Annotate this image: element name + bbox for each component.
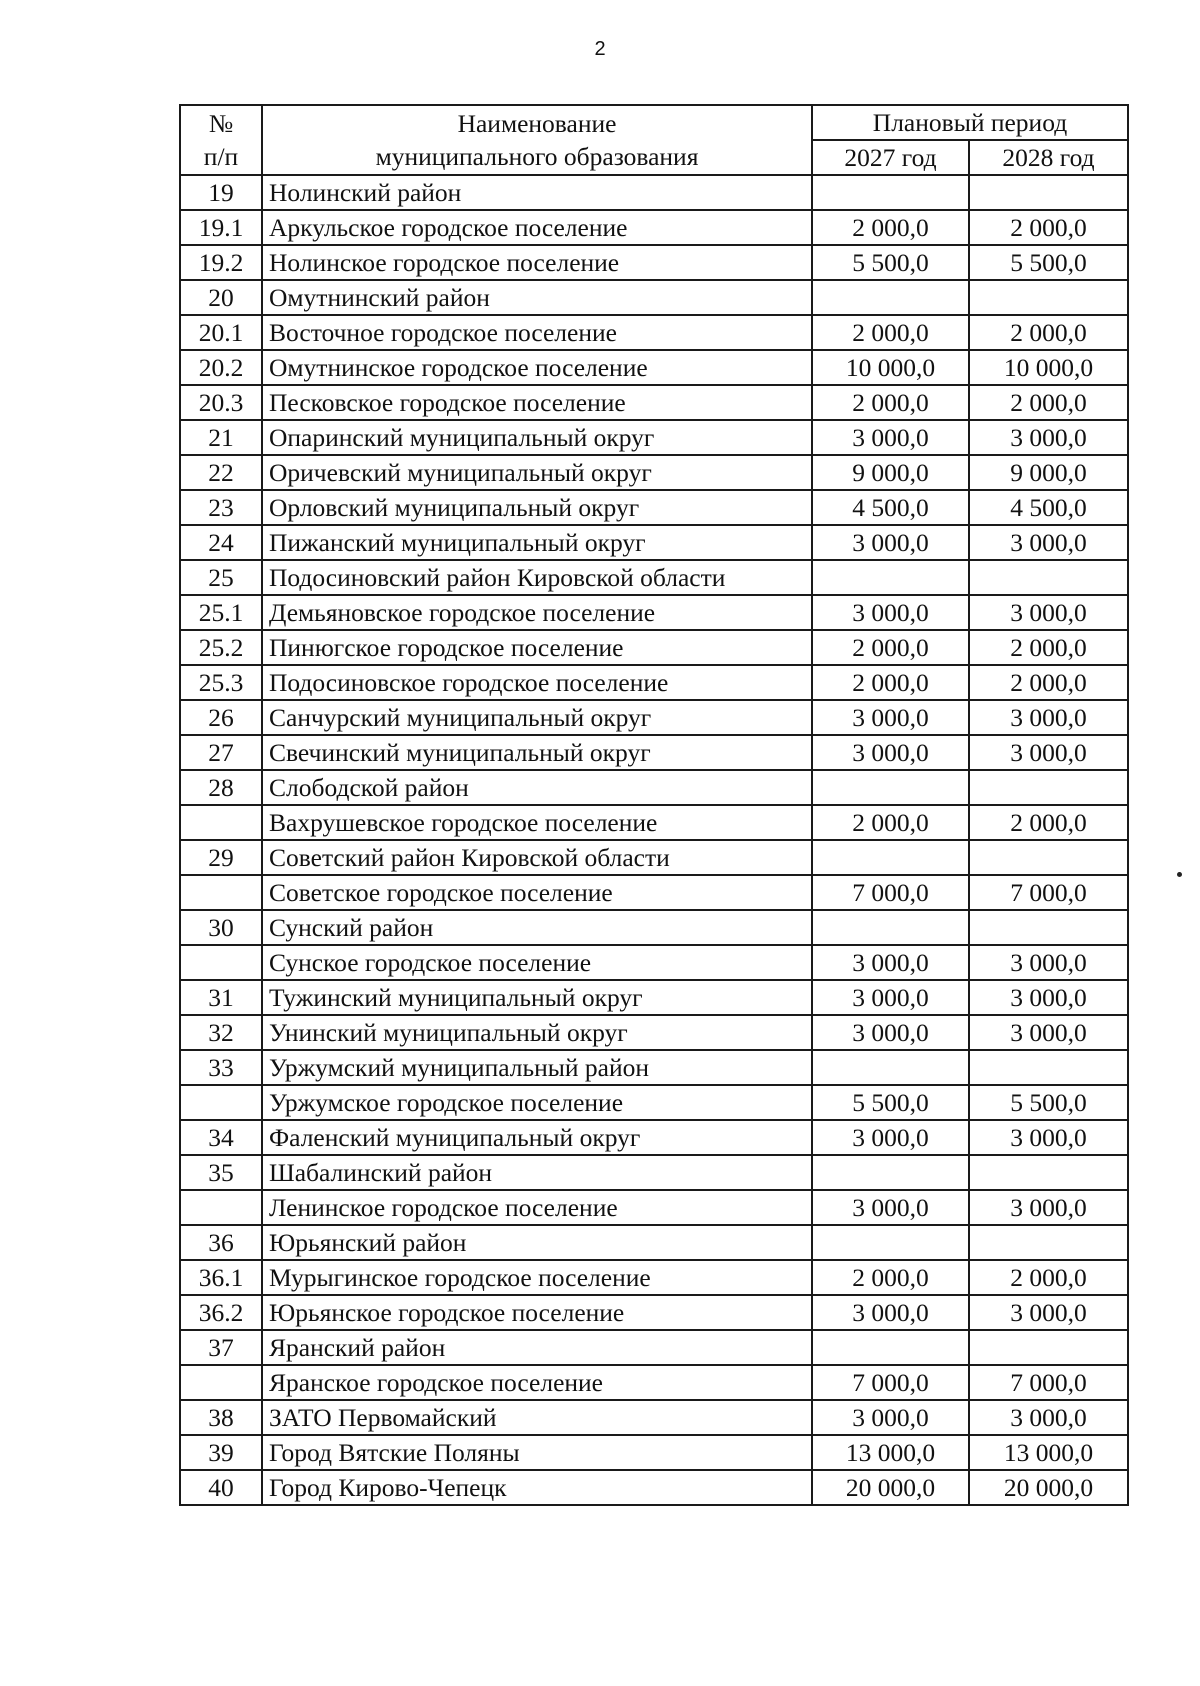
table-row xyxy=(180,875,1128,910)
table-row xyxy=(180,1470,1128,1505)
row-name: Вахрушевское городское поселение xyxy=(262,805,812,840)
row-name: Омутнинское городское поселение xyxy=(262,350,812,385)
header-name-line2: муниципального образования xyxy=(375,142,699,172)
row-value-2027: 3 000,0 xyxy=(812,1190,969,1225)
table-row xyxy=(180,910,1128,945)
row-number: 26 xyxy=(180,700,262,735)
row-value-2027: 3 000,0 xyxy=(812,525,969,560)
row-name: Фаленский муниципальный округ xyxy=(262,1120,812,1155)
row-value-2028: 3 000,0 xyxy=(969,420,1128,455)
table-row xyxy=(180,315,1128,350)
row-value-2028: 3 000,0 xyxy=(969,980,1128,1015)
table-row xyxy=(180,1050,1128,1085)
row-value-2027: 20 000,0 xyxy=(812,1470,969,1505)
row-value-2028: 2 000,0 xyxy=(969,385,1128,420)
row-value-2028: 3 000,0 xyxy=(969,1400,1128,1435)
row-value-2027 xyxy=(812,175,969,210)
row-number: 20.2 xyxy=(180,350,262,385)
table-body xyxy=(180,175,1128,1505)
row-value-2027: 3 000,0 xyxy=(812,1015,969,1050)
row-value-2028: 9 000,0 xyxy=(969,455,1128,490)
row-number: 19.1 xyxy=(180,210,262,245)
table-row xyxy=(180,945,1128,980)
row-name: Тужинский муниципальный округ xyxy=(262,980,812,1015)
row-number: 34 xyxy=(180,1120,262,1155)
table-row xyxy=(180,805,1128,840)
table-row xyxy=(180,665,1128,700)
row-number: 25.1 xyxy=(180,595,262,630)
header-name-line1: Наименование xyxy=(457,109,617,138)
table-row xyxy=(180,385,1128,420)
table-row xyxy=(180,1330,1128,1365)
header-year-2027: 2027 год xyxy=(812,140,969,175)
row-name: Ленинское городское поселение xyxy=(262,1190,812,1225)
row-name: Яранский район xyxy=(262,1330,812,1365)
row-number: 30 xyxy=(180,910,262,945)
row-value-2027: 2 000,0 xyxy=(812,1260,969,1295)
row-name: Унинский муниципальный округ xyxy=(262,1015,812,1050)
table-row xyxy=(180,980,1128,1015)
table-row xyxy=(180,1435,1128,1470)
row-value-2028 xyxy=(969,840,1128,875)
row-value-2027: 3 000,0 xyxy=(812,700,969,735)
table-row xyxy=(180,455,1128,490)
header-number-line2: п/п xyxy=(203,142,239,172)
row-value-2028: 10 000,0 xyxy=(969,350,1128,385)
row-value-2028 xyxy=(969,1225,1128,1260)
row-number: 20 xyxy=(180,280,262,315)
row-name: Уржумское городское поселение xyxy=(262,1085,812,1120)
header-number-line1: № xyxy=(208,109,234,138)
row-name: Омутнинский район xyxy=(262,280,812,315)
row-number: 32 xyxy=(180,1015,262,1050)
row-name: Город Вятские Поляны xyxy=(262,1435,812,1470)
row-value-2028 xyxy=(969,1330,1128,1365)
row-value-2028: 7 000,0 xyxy=(969,875,1128,910)
row-value-2028: 5 500,0 xyxy=(969,1085,1128,1120)
row-name: Санчурский муниципальный округ xyxy=(262,700,812,735)
row-value-2027 xyxy=(812,280,969,315)
table-row xyxy=(180,595,1128,630)
table-row xyxy=(180,280,1128,315)
row-name: Восточное городское поселение xyxy=(262,315,812,350)
row-name: Уржумский муниципальный район xyxy=(262,1050,812,1085)
row-value-2027: 2 000,0 xyxy=(812,805,969,840)
row-name: Юрьянское городское поселение xyxy=(262,1295,812,1330)
row-value-2027: 2 000,0 xyxy=(812,630,969,665)
row-number: 20.1 xyxy=(180,315,262,350)
row-name: Оричевский муниципальный округ xyxy=(262,455,812,490)
table-row xyxy=(180,840,1128,875)
row-value-2027: 3 000,0 xyxy=(812,735,969,770)
row-value-2027: 3 000,0 xyxy=(812,980,969,1015)
header-year-2028: 2028 год xyxy=(969,140,1128,175)
row-value-2028 xyxy=(969,910,1128,945)
row-value-2027: 2 000,0 xyxy=(812,315,969,350)
row-value-2028: 3 000,0 xyxy=(969,1120,1128,1155)
row-value-2028: 3 000,0 xyxy=(969,1190,1128,1225)
table-row xyxy=(180,490,1128,525)
row-value-2028: 3 000,0 xyxy=(969,1015,1128,1050)
row-value-2027: 3 000,0 xyxy=(812,420,969,455)
row-value-2027 xyxy=(812,1225,969,1260)
row-value-2027: 2 000,0 xyxy=(812,385,969,420)
header-name xyxy=(262,105,812,175)
row-value-2028: 3 000,0 xyxy=(969,945,1128,980)
row-value-2028: 3 000,0 xyxy=(969,595,1128,630)
row-value-2027: 10 000,0 xyxy=(812,350,969,385)
row-value-2027: 3 000,0 xyxy=(812,1120,969,1155)
row-name: Яранское городское поселение xyxy=(262,1365,812,1400)
row-number: 27 xyxy=(180,735,262,770)
row-name: Песковское городское поселение xyxy=(262,385,812,420)
row-name: Сунский район xyxy=(262,910,812,945)
row-value-2028: 13 000,0 xyxy=(969,1435,1128,1470)
row-value-2027 xyxy=(812,910,969,945)
allocation-table xyxy=(179,104,1129,1506)
row-name: Демьяновское городское поселение xyxy=(262,595,812,630)
row-name: Сунское городское поселение xyxy=(262,945,812,980)
table-row xyxy=(180,1295,1128,1330)
row-value-2027: 3 000,0 xyxy=(812,1400,969,1435)
row-value-2028 xyxy=(969,280,1128,315)
row-value-2028: 2 000,0 xyxy=(969,630,1128,665)
row-number xyxy=(180,805,262,840)
table-row xyxy=(180,245,1128,280)
row-value-2028: 2 000,0 xyxy=(969,665,1128,700)
table-row xyxy=(180,560,1128,595)
scan-speck xyxy=(1177,872,1182,877)
row-name: Советский район Кировской области xyxy=(262,840,812,875)
row-number: 36.1 xyxy=(180,1260,262,1295)
row-value-2028: 20 000,0 xyxy=(969,1470,1128,1505)
row-name: Подосиновское городское поселение xyxy=(262,665,812,700)
table-row xyxy=(180,1155,1128,1190)
row-value-2028: 3 000,0 xyxy=(969,525,1128,560)
row-name: Подосиновский район Кировской области xyxy=(262,560,812,595)
row-value-2027: 2 000,0 xyxy=(812,665,969,700)
row-value-2027 xyxy=(812,560,969,595)
row-name: Опаринский муниципальный округ xyxy=(262,420,812,455)
row-number xyxy=(180,1365,262,1400)
row-number: 24 xyxy=(180,525,262,560)
table-row xyxy=(180,1400,1128,1435)
table-row xyxy=(180,1225,1128,1260)
row-value-2028: 2 000,0 xyxy=(969,805,1128,840)
row-number: 21 xyxy=(180,420,262,455)
row-number: 20.3 xyxy=(180,385,262,420)
row-number: 38 xyxy=(180,1400,262,1435)
row-value-2028: 5 500,0 xyxy=(969,245,1128,280)
row-value-2027 xyxy=(812,840,969,875)
page-number: 2 xyxy=(594,38,606,60)
table-row xyxy=(180,525,1128,560)
row-value-2027: 2 000,0 xyxy=(812,210,969,245)
header-number xyxy=(180,105,262,175)
row-value-2028: 3 000,0 xyxy=(969,735,1128,770)
row-number: 25.3 xyxy=(180,665,262,700)
row-name: Пинюгское городское поселение xyxy=(262,630,812,665)
row-value-2028 xyxy=(969,560,1128,595)
row-name: Свечинский муниципальный округ xyxy=(262,735,812,770)
row-number: 22 xyxy=(180,455,262,490)
row-value-2027 xyxy=(812,1050,969,1085)
row-number: 33 xyxy=(180,1050,262,1085)
row-name: Нолинское городское поселение xyxy=(262,245,812,280)
row-number xyxy=(180,1190,262,1225)
table-row xyxy=(180,1260,1128,1295)
row-number: 19.2 xyxy=(180,245,262,280)
table-row xyxy=(180,700,1128,735)
row-value-2027: 7 000,0 xyxy=(812,1365,969,1400)
table-row xyxy=(180,770,1128,805)
row-value-2028 xyxy=(969,770,1128,805)
row-number: 36.2 xyxy=(180,1295,262,1330)
table-row xyxy=(180,735,1128,770)
row-value-2027: 7 000,0 xyxy=(812,875,969,910)
row-value-2028: 3 000,0 xyxy=(969,700,1128,735)
row-name: Город Кирово-Чепецк xyxy=(262,1470,812,1505)
row-value-2027 xyxy=(812,1330,969,1365)
row-name: Нолинский район xyxy=(262,175,812,210)
row-value-2028: 3 000,0 xyxy=(969,1295,1128,1330)
row-value-2027: 4 500,0 xyxy=(812,490,969,525)
row-value-2027 xyxy=(812,1155,969,1190)
row-value-2027: 3 000,0 xyxy=(812,1295,969,1330)
table-row xyxy=(180,1365,1128,1400)
table-header xyxy=(180,105,1128,175)
row-value-2028: 4 500,0 xyxy=(969,490,1128,525)
row-name: Советское городское поселение xyxy=(262,875,812,910)
row-number xyxy=(180,945,262,980)
row-number: 25.2 xyxy=(180,630,262,665)
table-row xyxy=(180,1190,1128,1225)
row-value-2028 xyxy=(969,1050,1128,1085)
row-number: 25 xyxy=(180,560,262,595)
row-value-2028 xyxy=(969,175,1128,210)
row-value-2027: 3 000,0 xyxy=(812,945,969,980)
row-value-2028 xyxy=(969,1155,1128,1190)
table-row xyxy=(180,1120,1128,1155)
row-number: 29 xyxy=(180,840,262,875)
table-row xyxy=(180,630,1128,665)
row-number xyxy=(180,1085,262,1120)
row-value-2027: 5 500,0 xyxy=(812,1085,969,1120)
table-row xyxy=(180,420,1128,455)
row-value-2027: 3 000,0 xyxy=(812,595,969,630)
row-value-2027 xyxy=(812,770,969,805)
row-value-2027: 13 000,0 xyxy=(812,1435,969,1470)
row-value-2028: 7 000,0 xyxy=(969,1365,1128,1400)
row-number: 39 xyxy=(180,1435,262,1470)
row-number: 35 xyxy=(180,1155,262,1190)
row-name: Юрьянский район xyxy=(262,1225,812,1260)
row-value-2027: 9 000,0 xyxy=(812,455,969,490)
row-value-2028: 2 000,0 xyxy=(969,1260,1128,1295)
table-row xyxy=(180,1015,1128,1050)
row-number: 40 xyxy=(180,1470,262,1505)
row-name: Пижанский муниципальный округ xyxy=(262,525,812,560)
row-name: ЗАТО Первомайский xyxy=(262,1400,812,1435)
row-name: Шабалинский район xyxy=(262,1155,812,1190)
row-number: 19 xyxy=(180,175,262,210)
row-value-2028: 2 000,0 xyxy=(969,315,1128,350)
table-row xyxy=(180,175,1128,210)
row-number: 31 xyxy=(180,980,262,1015)
row-name: Аркульское городское поселение xyxy=(262,210,812,245)
row-number: 23 xyxy=(180,490,262,525)
table-row xyxy=(180,210,1128,245)
row-number: 36 xyxy=(180,1225,262,1260)
table-row xyxy=(180,350,1128,385)
row-number: 37 xyxy=(180,1330,262,1365)
table-row xyxy=(180,1085,1128,1120)
row-name: Мурыгинское городское поселение xyxy=(262,1260,812,1295)
row-value-2027: 5 500,0 xyxy=(812,245,969,280)
row-number xyxy=(180,875,262,910)
header-period: Плановый период xyxy=(812,105,1128,140)
row-number: 28 xyxy=(180,770,262,805)
row-value-2028: 2 000,0 xyxy=(969,210,1128,245)
row-name: Орловский муниципальный округ xyxy=(262,490,812,525)
row-name: Слободской район xyxy=(262,770,812,805)
